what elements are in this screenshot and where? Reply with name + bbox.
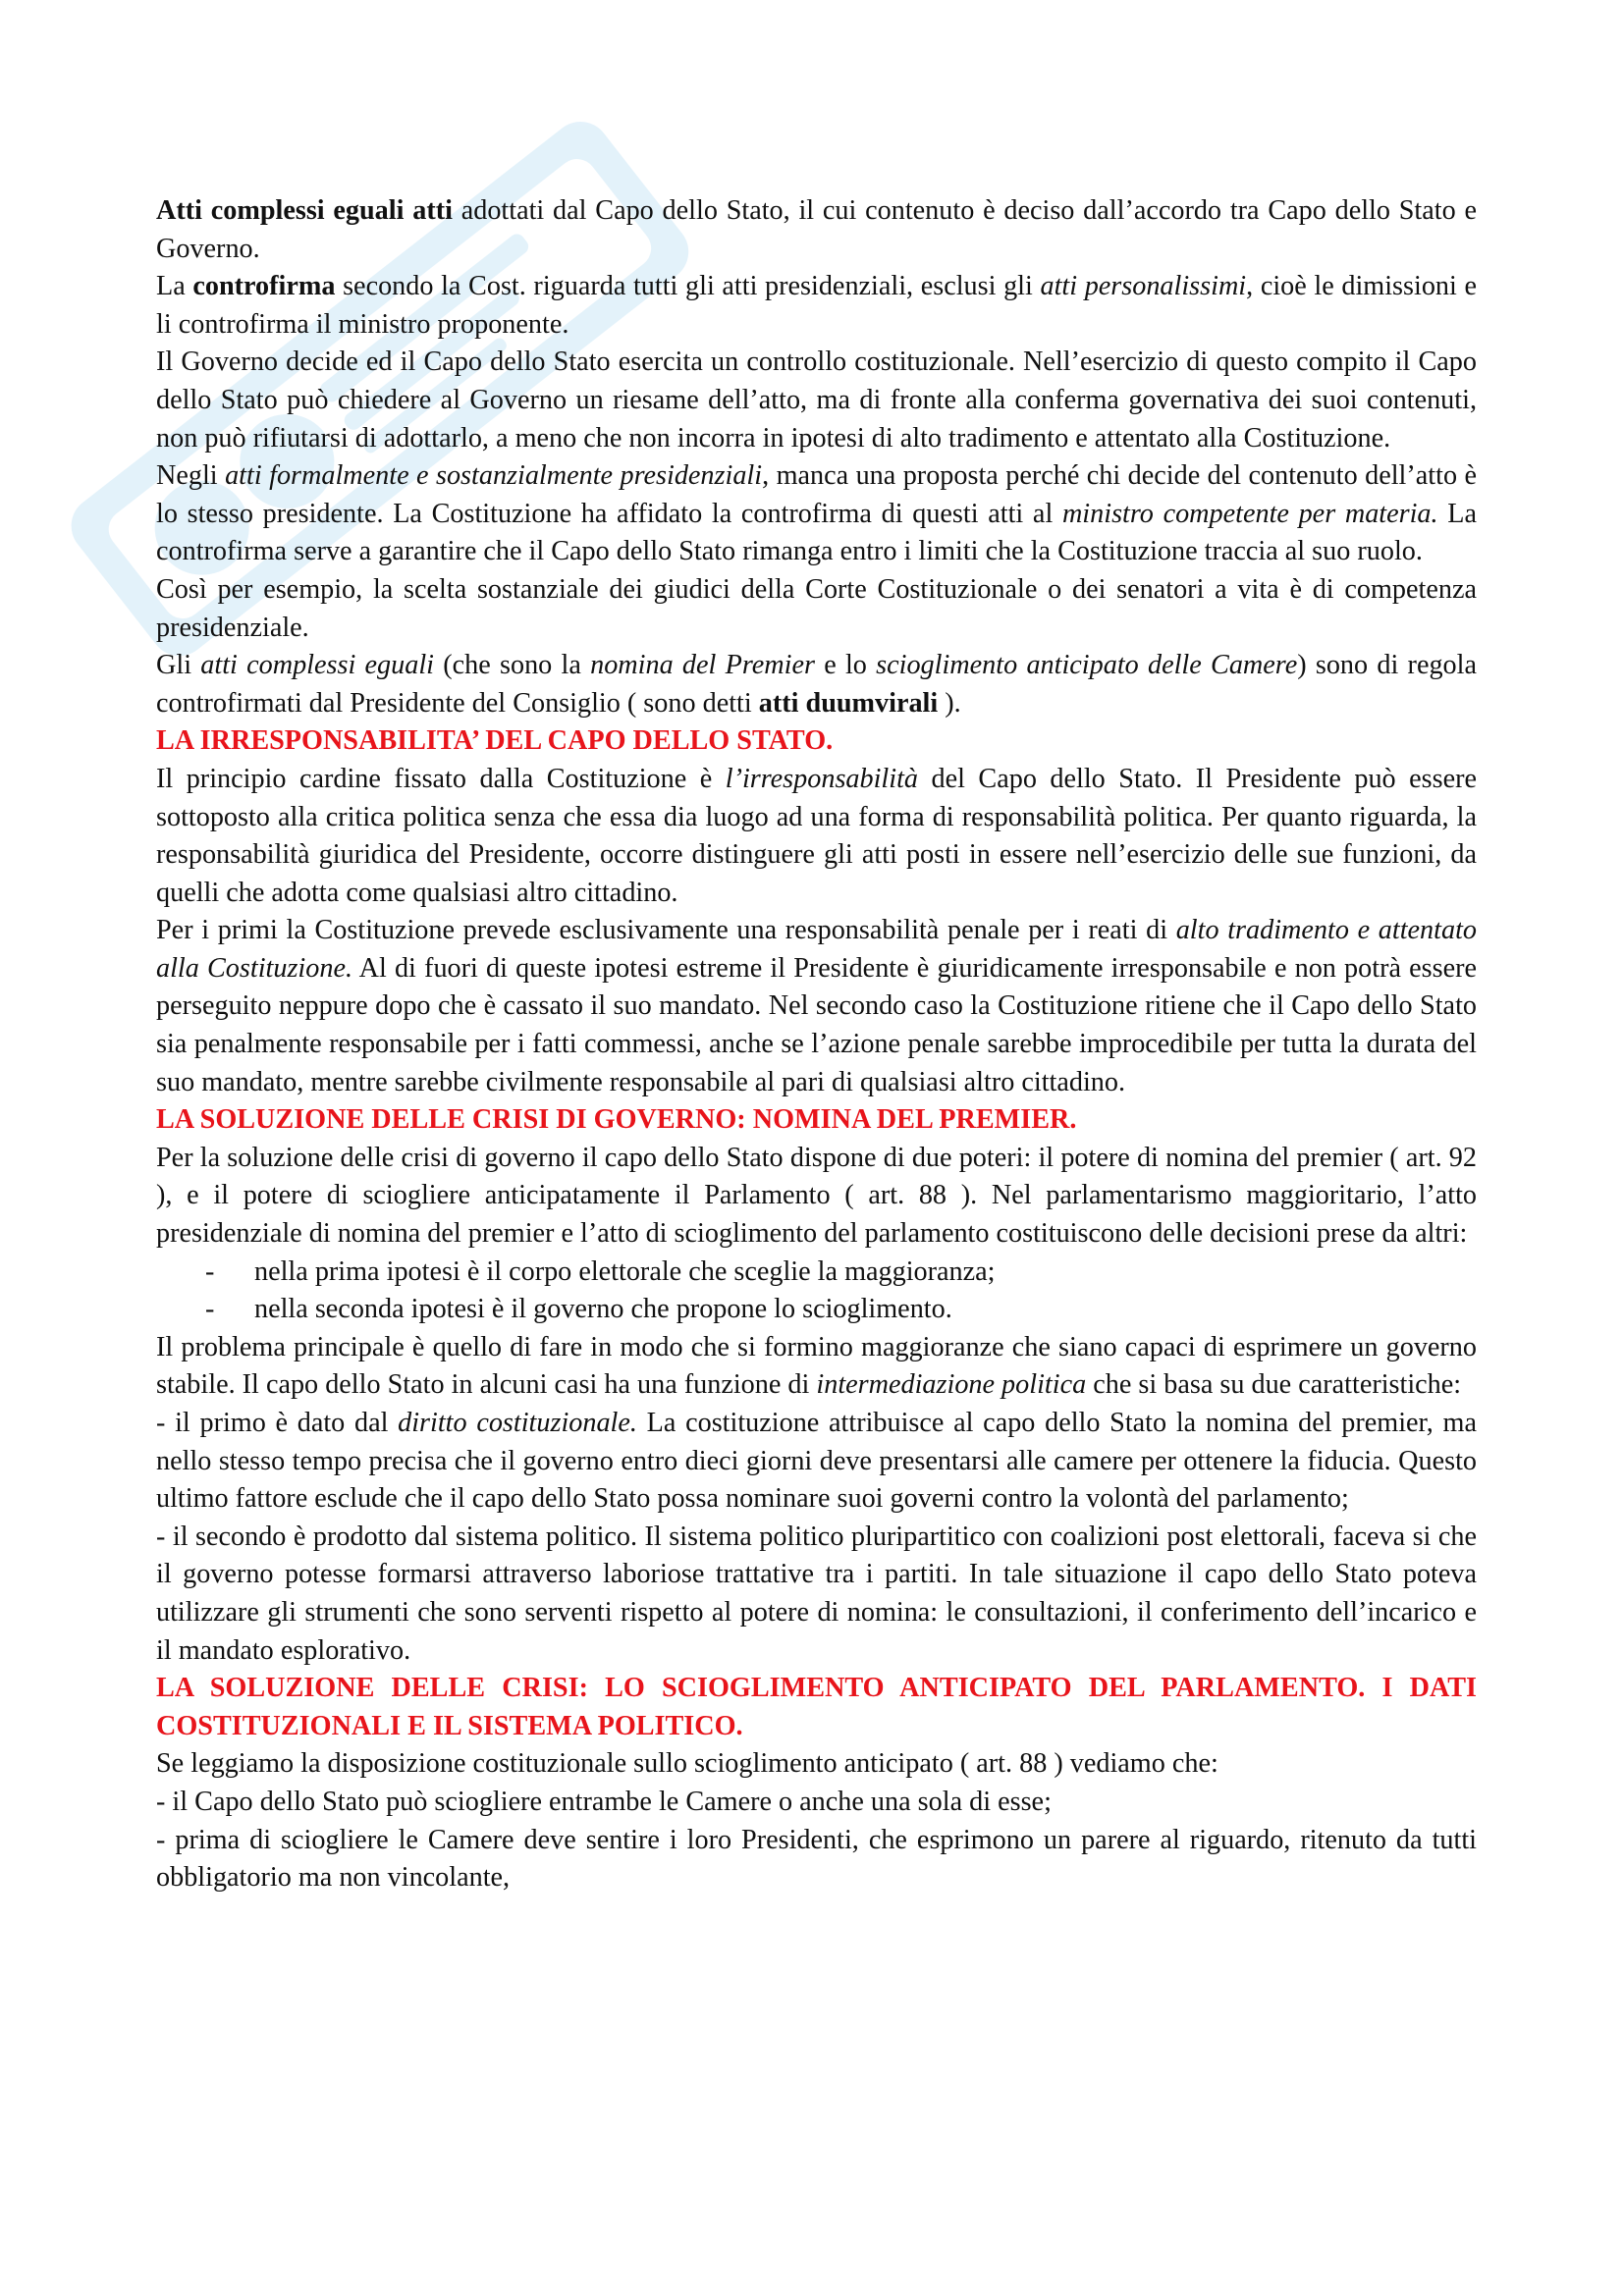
- text-run: - il secondo è prodotto dal sistema politico. Il sistema politico pluripartitico con coalizioni post elettorali, faceva si che il governo potesse formarsi attraverso laboriose trattative tra i partiti. In tale situazione il capo dello Stato poteva utilizzare gli strumenti che sono serventi rispetto al potere di nomina: le consultazioni, il conferimento dell’incarico e il mandato esplorativo.: [156, 1521, 1477, 1666]
- text-run: - prima di sciogliere le Camere deve sentire i loro Presidenti, che esprimono un parere al riguardo, ritenuto da tutti obbligatorio ma non vincolante,: [156, 1824, 1477, 1894]
- text-run: Negli: [156, 460, 226, 492]
- text-run: intermediazione politica: [816, 1369, 1087, 1401]
- bullet-dash: -: [205, 1255, 215, 1287]
- text-run: del Capo dello Stato. Il Presidente può essere sottoposto alla critica politica senza che essa dia luogo ad una forma di responsabilità politica. Per quanto riguarda, la responsabilità giuridica del Presidente, occorre distinguere gli atti posti in essere nell’esercizio delle sue funzioni, da quelli che adotta come qualsiasi altro cittadino.: [156, 763, 1477, 908]
- text-run: La controfirma serve a garantire che il Capo dello Stato rimanga entro i limiti che la Costituzione traccia al suo ruolo.: [156, 498, 1477, 567]
- text-run: adottati dal Capo dello Stato, il cui contenuto è deciso dall’accordo tra Capo dello Stato e Governo.: [156, 195, 1477, 264]
- bullet-item: [156, 1254, 1477, 1292]
- text-run: Il Governo decide ed il Capo dello Stato esercita un controllo costituzionale. Nell’esercizio di questo compito il Capo dello Stato può chiedere al Governo un riesame dell’atto, ma di fronte alla conferma governativa dei suoi contenuti, non può rifiutarsi di adottarlo, a meno che non incorra in ipotesi di alto tradimento e attentato alla Costituzione.: [156, 347, 1477, 454]
- text-run: LA IRRESPONSABILITA’ DEL CAPO DELLO STATO.: [156, 725, 834, 757]
- text-run: diritto costituzionale.: [398, 1408, 637, 1438]
- text-run: controfirma: [192, 271, 336, 302]
- text-run: Così per esempio, la scelta sostanziale dei giudici della Corte Costituzionale o dei senatori a vita è di competenza presidenziale.: [156, 573, 1477, 643]
- text-run: , manca una proposta perché chi decide del contenuto dell’atto è lo stesso presidente. La Costituzione ha affidato la controfirma di questi atti al: [156, 460, 1477, 529]
- bullet-dash: -: [205, 1294, 215, 1325]
- text-run: Il principio cardine fissato dalla Costituzione è: [156, 763, 726, 794]
- text-run: che si basa su due caratteristiche:: [1086, 1369, 1462, 1401]
- text-run: La costituzione attribuisce al capo dello Stato la nomina del premier, ma nello stesso tempo precisa che il governo entro dieci giorni deve presentarsi alle camere per ottenere la fiducia. Questo ultimo fattore esclude che il capo dello Stato possa nominare suoi governi contro la volontà del parlamento;: [156, 1408, 1477, 1515]
- document-body: [156, 192, 1477, 1897]
- paragraph: [156, 1329, 1477, 1405]
- paragraph: [156, 571, 1477, 647]
- paragraph: [156, 647, 1477, 722]
- paragraph: [156, 1519, 1477, 1670]
- bullet-text: [254, 1291, 952, 1329]
- text-run: atti complessi eguali: [200, 650, 434, 681]
- text-run: Per la soluzione delle crisi di governo il capo dello Stato dispone di due poteri: il potere di nomina del premier ( art. 92 ), e il potere di sciogliere anticipatamente il Parlamento ( art. 88 ). Nel parlamentarismo maggioritario, l’atto presidenziale di nomina del premier e l’atto di scioglimento del parlamento costituiscono delle decisioni prese da altri:: [156, 1142, 1477, 1250]
- text-run: nomina del Premier: [590, 650, 815, 681]
- paragraph: [156, 344, 1477, 457]
- paragraph: [156, 912, 1477, 1101]
- text-run: Il problema principale è quello di fare in modo che si formino maggioranze che siano capaci di esprimere un governo stabile. Il capo dello Stato in alcuni casi ha una funzione di: [156, 1331, 1477, 1401]
- text-run: Se leggiamo la disposizione costituzionale sullo scioglimento anticipato ( art. 88 ) vediamo che:: [156, 1748, 1218, 1780]
- section-heading: [156, 1101, 1477, 1140]
- paragraph: [156, 1822, 1477, 1897]
- text-run: Al di fuori di queste ipotesi estreme il Presidente è giuridicamente irresponsabile e non potrà essere perseguito neppure dopo che è cassato il suo mandato. Nel secondo caso la Costituzione ritiene che il Capo dello Stato sia penalmente responsabile per i fatti commessi, anche se l’azione penale sarebbe improcedibile per tutta la durata del suo mandato, mentre sarebbe civilmente responsabile al pari di qualsiasi altro cittadino.: [156, 952, 1477, 1097]
- bullet-text: [254, 1254, 995, 1292]
- bullet-item: [156, 1291, 1477, 1329]
- text-run: , cioè le dimissioni e li controfirma il ministro proponente.: [156, 271, 1477, 340]
- text-run: Gli: [156, 650, 201, 681]
- text-run: atti duumvirali: [758, 687, 939, 719]
- paragraph: [156, 192, 1477, 268]
- text-run: ministro competente per materia.: [1061, 498, 1438, 529]
- paragraph: [156, 1784, 1477, 1822]
- section-heading: [156, 1670, 1477, 1745]
- text-run: atti formalmente e sostanzialmente presidenziali: [225, 460, 763, 492]
- text-run: l’irresponsabilità: [725, 763, 919, 794]
- text-run: atti personalissimi: [1040, 271, 1247, 302]
- text-run: e lo: [814, 650, 877, 681]
- text-run: LA SOLUZIONE DELLE CRISI: LO SCIOGLIMENTO ANTICIPATO DEL PARLAMENTO. I DATI COSTITUZIONALI E IL SISTEMA POLITICO.: [156, 1673, 1477, 1741]
- text-run: - il primo è dato dal: [156, 1408, 399, 1438]
- text-run: LA SOLUZIONE DELLE CRISI DI GOVERNO: NOMINA DEL PREMIER.: [156, 1104, 1077, 1136]
- text-run: ) sono di regola controfirmati dal Presidente del Consiglio ( sono detti: [156, 650, 1477, 719]
- text-run: - il Capo dello Stato può sciogliere entrambe le Camere o anche una sola di esse;: [156, 1786, 1052, 1817]
- paragraph: [156, 1405, 1477, 1519]
- text-run: (che sono la: [434, 650, 591, 681]
- paragraph: [156, 457, 1477, 571]
- paragraph: [156, 268, 1477, 344]
- text-run: Per i primi la Costituzione prevede esclusivamente una responsabilità penale per i reati di: [156, 915, 1176, 946]
- text-run: secondo la Cost. riguarda tutti gli atti presidenziali, esclusi gli: [335, 271, 1041, 302]
- paragraph: [156, 1745, 1477, 1784]
- text-run: nella seconda ipotesi è il governo che propone lo scioglimento.: [254, 1294, 952, 1325]
- text-run: nella prima ipotesi è il corpo elettorale che sceglie la maggioranza;: [254, 1255, 996, 1287]
- text-run: Atti complessi eguali atti: [156, 195, 453, 226]
- paragraph: [156, 1140, 1477, 1254]
- paragraph: [156, 761, 1477, 912]
- section-heading: [156, 722, 1477, 761]
- text-run: scioglimento anticipato delle Camere: [876, 650, 1298, 681]
- text-run: alto tradimento e attentato alla Costituzione.: [156, 915, 1477, 984]
- text-run: ).: [938, 687, 961, 719]
- text-run: La: [156, 271, 193, 302]
